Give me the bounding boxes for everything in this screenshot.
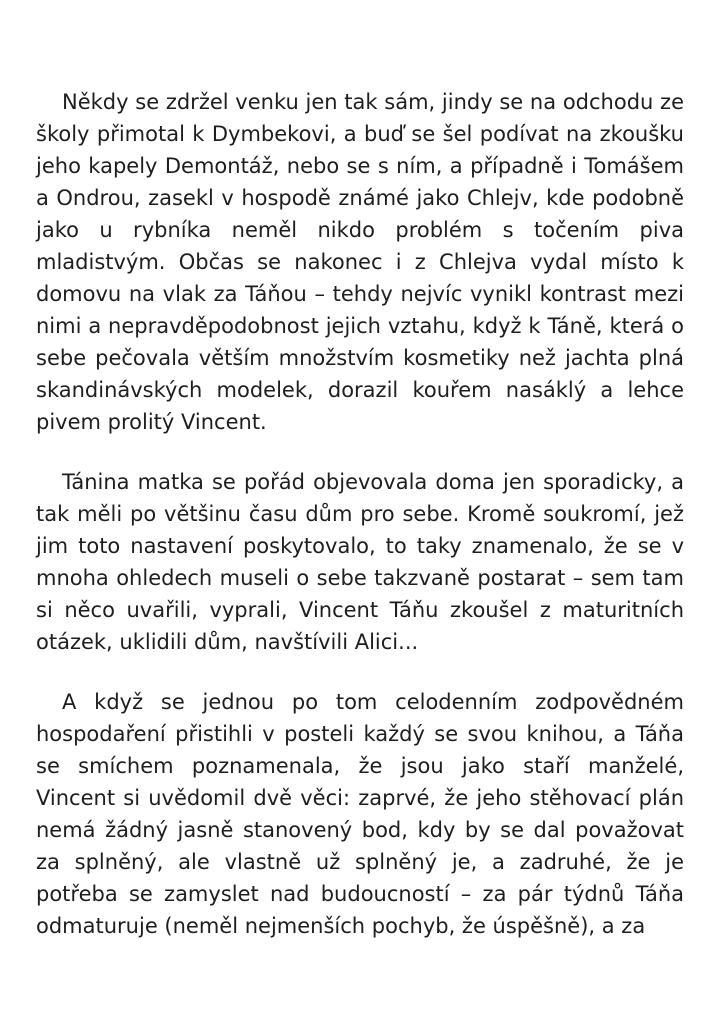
paragraph-2: Tánina matka se pořád objevovala doma jen sporadicky, a tak měli po většinu času dům pro sebe. Kromě soukromí, jež jim toto nastavení poskytovalo, to taky znamenalo, že se v mnoha ohledech museli o sebe takzvaně postarat – sem tam si něco uvařili, vyprali, Vincent Táňu zkoušel z maturitních otázek, uklidili dům, navštívili Alici... bbox=[36, 470, 684, 654]
book-page bbox=[36, 86, 684, 942]
paragraph-1: Někdy se zdržel venku jen tak sám, jindy se na odchodu ze školy přimotal k Dymbekovi, a buď se šel podívat na zkoušku jeho kapely Demontáž, nebo se s ním, a případně i Tomášem a Ondrou, zasekl v hospodě známé jako Chlejv, kde podobně jako u rybníka neměl nikdo problém s točením piva mladistvým. Občas se nakonec i z Chlejva vydal místo k domovu na vlak za Táňou – tehdy nejvíc vynikl kontrast mezi nimi a nepravděpodobnost jejich vztahu, když k Táně, která o sebe pečovala větším množstvím kosmetiky než jachta plná skandinávských modelek, dorazil kouřem nasáklý a lehce pivem prolitý Vincent. bbox=[36, 90, 684, 434]
paragraph-3: A když se jednou po tom celodenním zodpovědném hospodaření přistihli v posteli každý se svou knihou, a Táňa se smíchem poznamenala, že jsou jako staří manželé, Vincent si uvědomil dvě věci: zaprvé, že jeho stěhovací plán nemá žádný jasně stanovený bod, kdy by se dal považovat za splněný, ale vlastně už splněný je, a zadruhé, že je potřeba se zamyslet nad budoucností – za pár týdnů Táňa odmaturuje (neměl nejmenších pochyb, že úspěšně), a za bbox=[36, 690, 684, 938]
